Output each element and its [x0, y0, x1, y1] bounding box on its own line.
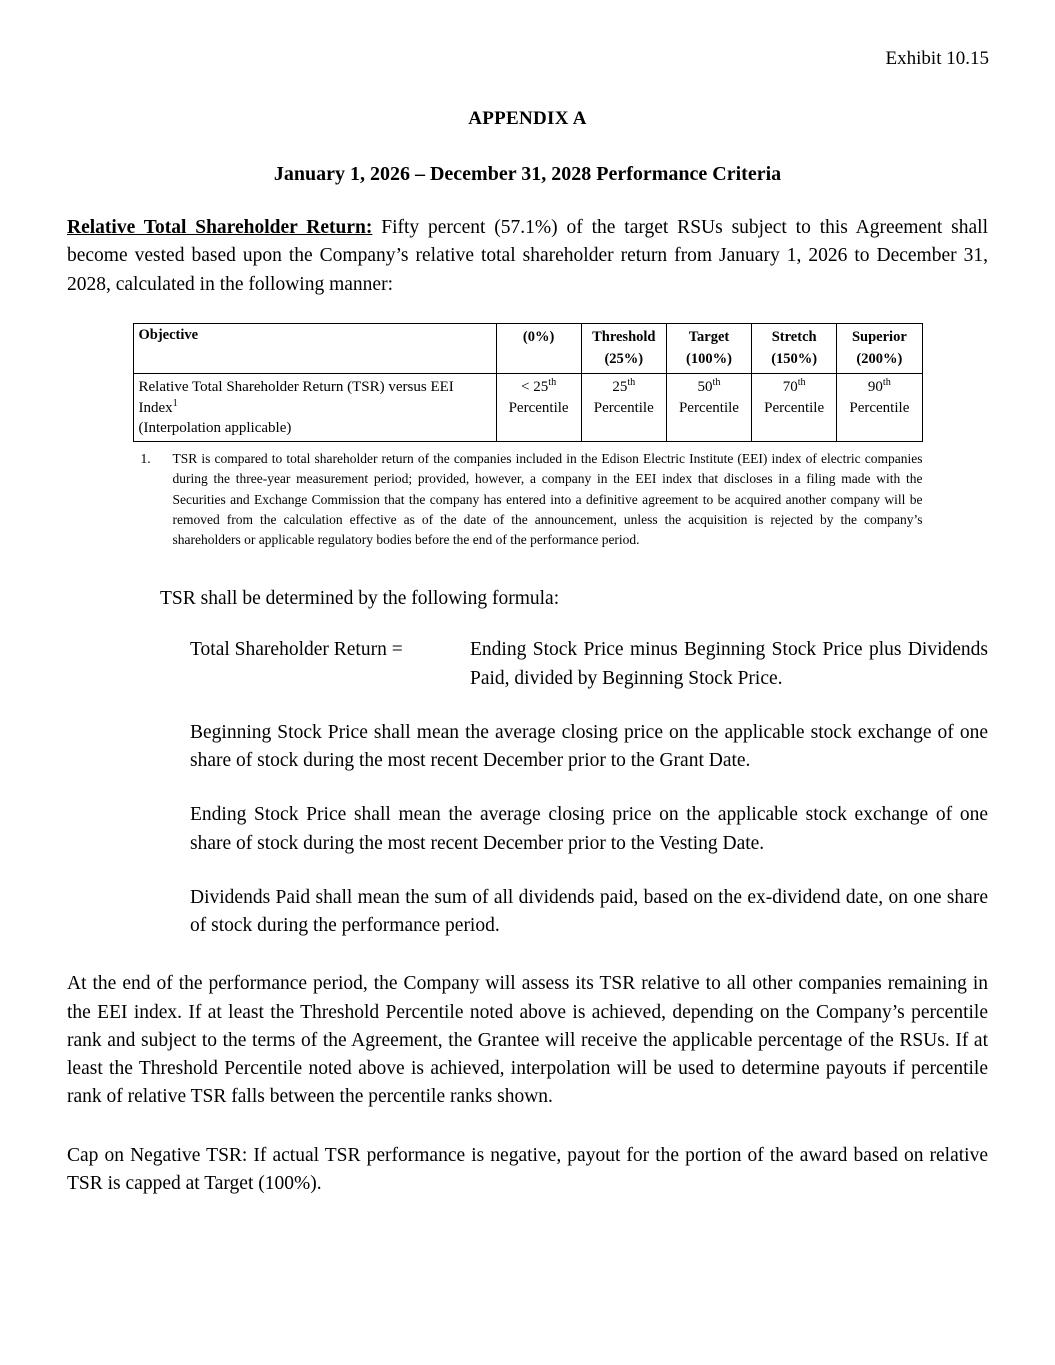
column-pct-2: (100%)	[686, 350, 732, 367]
value-top-2	[672, 377, 746, 397]
intro-text: Fifty percent (57.1%) of the target RSUs subject to this Agreement shall become vested based upon the Company’s relative total shareholder return from January 1, 2026 to December 31, 2028, calculated in the following manner:	[67, 217, 988, 295]
value-bottom-3: Percentile	[764, 399, 825, 416]
formula-value: Ending Stock Price minus Beginning Stock Price plus Dividends Paid, divided by Beginning Stock Price.	[470, 639, 988, 689]
value-number-0: < 25	[521, 379, 549, 396]
formula-definition	[190, 636, 988, 693]
objective-line-1	[139, 377, 491, 418]
value-cell-4	[837, 374, 922, 442]
column-pct-1: (25%)	[604, 350, 644, 367]
intro-paragraph	[67, 214, 988, 299]
dividends-paid-paragraph: Dividends Paid shall mean the sum of all dividends paid, based on the ex-dividend date, on one share of stock during the performance period.	[190, 886, 988, 937]
column-name-4: Superior	[851, 328, 907, 345]
column-header-1	[581, 323, 666, 374]
footnote	[133, 449, 923, 550]
performance-criteria-title: January 1, 2026 – December 31, 2028 Performance Criteria	[273, 163, 782, 185]
table-data-row	[133, 374, 922, 442]
intro-label: Relative Total Shareholder Return:	[67, 217, 373, 238]
value-sup-1: th	[627, 377, 636, 389]
value-top-0	[502, 377, 576, 397]
value-sup-2: th	[712, 377, 721, 389]
column-pct-3: (150%)	[771, 350, 818, 367]
cap-on-negative-tsr-paragraph: Cap on Negative TSR: If actual TSR performance is negative, payout for the portion of the award based on relative TSR is capped at Target (100%).	[67, 1144, 988, 1195]
value-number-1: 25	[612, 379, 628, 396]
column-header-2	[666, 323, 751, 374]
column-header-0	[496, 323, 581, 374]
value-sup-3: th	[797, 377, 806, 389]
value-number-3: 70	[782, 379, 798, 396]
column-header-3	[752, 323, 837, 374]
objective-line-2: (Interpolation applicable)	[138, 419, 292, 436]
value-number-2: 50	[697, 379, 713, 396]
value-bottom-0: Percentile	[508, 399, 569, 416]
beginning-stock-price-paragraph: Beginning Stock Price shall mean the average closing price on the applicable stock exchange of one share of stock during the most recent December prior to the Grant Date.	[190, 721, 988, 772]
value-cell-1	[581, 374, 666, 442]
footnote-text: TSR is compared to total shareholder return of the companies included in the Edison Electric Institute (EEI) index of electric companies during the three-year measurement period; provided, however, a company in the EEI index that discloses in a filing made with the Securities and Exchange Commission that the company has entered into a definitive agreement to be acquired another company will be removed from the calculation effective as of the date of the announcement, unless the acquisition is rejected by the company’s shareholders or applicable regulatory bodies before the end of the performance period.	[172, 451, 923, 548]
objective-text: Relative Total Shareholder Return (TSR) versus EEI Index	[138, 379, 454, 416]
formula-label: Total Shareholder Return =	[190, 639, 403, 661]
objective-header: Objective	[133, 323, 496, 374]
performance-criteria-table	[133, 323, 923, 442]
formula-intro: TSR shall be determined by the following formula:	[160, 588, 560, 610]
value-bottom-4: Percentile	[849, 399, 910, 416]
value-bottom-1: Percentile	[593, 399, 654, 416]
column-name-1: Threshold	[592, 328, 656, 345]
column-pct-4: (200%)	[856, 350, 903, 367]
appendix-title: APPENDIX A	[468, 108, 587, 129]
value-top-3	[757, 377, 831, 397]
exhibit-label: Exhibit 10.15	[885, 48, 989, 69]
value-number-4: 90	[867, 379, 883, 396]
value-sup-0: th	[548, 377, 557, 389]
footnote-number: 1.	[140, 451, 151, 467]
objective-footnote-marker: 1	[172, 397, 178, 409]
value-cell-0	[496, 374, 581, 442]
column-name-2: Target	[688, 328, 730, 345]
column-header-4	[837, 323, 922, 374]
assessment-paragraph: At the end of the performance period, the Company will assess its TSR relative to all other companies remaining in the EEI index. If at least the Threshold Percentile noted above is achieved, depending on the Company’s percentile rank and subject to the terms of the Agreement, the Grantee will receive the applicable percentage of the RSUs. If at least the Threshold Percentile noted above is achieved, interpolation will be used to determine payouts if percentile rank of relative TSR falls between the percentile ranks shown.	[67, 973, 988, 1108]
objective-cell	[133, 374, 496, 442]
value-top-1	[587, 377, 661, 397]
ending-stock-price-paragraph: Ending Stock Price shall mean the average closing price on the applicable stock exchange of one share of stock during the most recent December prior to the Vesting Date.	[190, 804, 988, 854]
column-name-3: Stretch	[771, 328, 817, 345]
table-header-row	[133, 323, 922, 374]
value-top-4	[842, 377, 916, 397]
value-cell-2	[666, 374, 751, 442]
column-pct-0: (0%)	[522, 328, 555, 345]
value-cell-3	[752, 374, 837, 442]
value-sup-4: th	[882, 377, 891, 389]
value-bottom-2: Percentile	[678, 399, 739, 416]
